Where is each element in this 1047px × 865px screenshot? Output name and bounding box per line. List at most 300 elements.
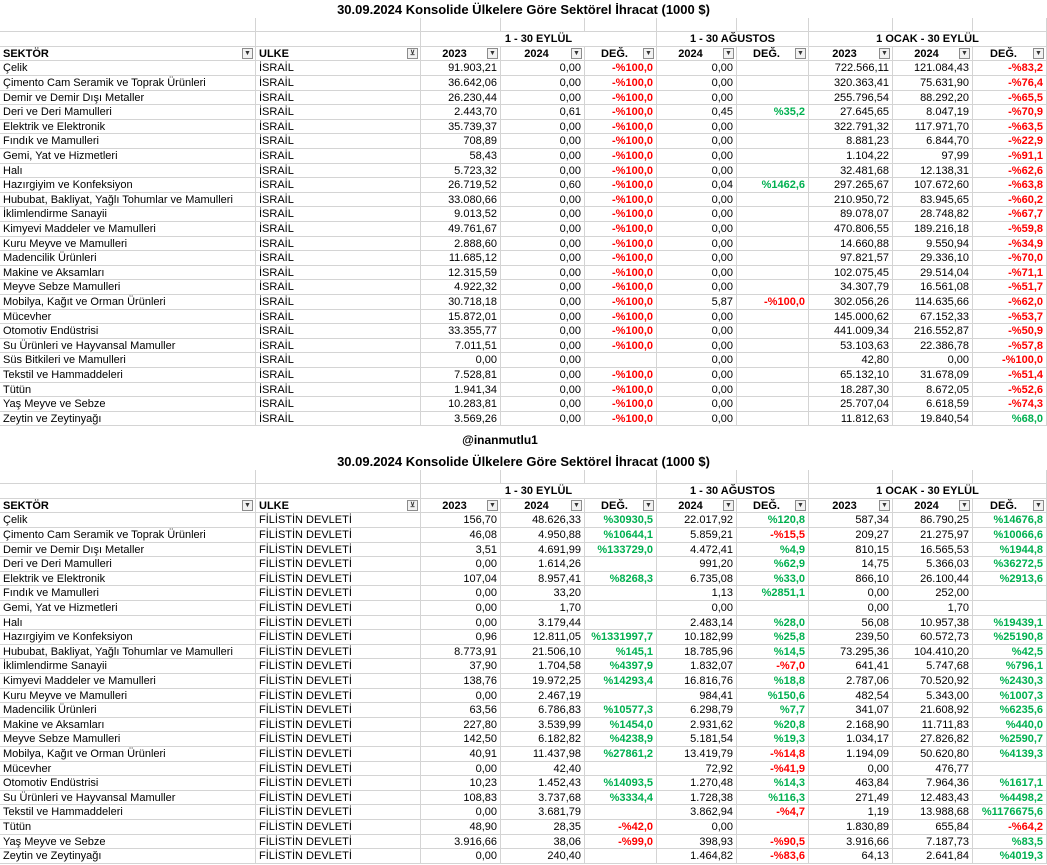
cell-y2024[interactable]: 4.691,99	[501, 543, 585, 558]
cell-sector[interactable]: Meyve Sebze Mamulleri	[0, 732, 256, 747]
cell-change[interactable]: -%100,0	[585, 237, 657, 252]
cell-ytd-change[interactable]: -%67,7	[973, 207, 1047, 222]
cell-sector[interactable]: Deri ve Deri Mamulleri	[0, 105, 256, 120]
empty-cell[interactable]	[585, 470, 657, 485]
cell-ytd-change[interactable]: -%52,6	[973, 383, 1047, 398]
cell-y2023[interactable]: 3,51	[421, 543, 501, 558]
cell-aug-change[interactable]: %14,5	[737, 645, 809, 660]
cell-y2024[interactable]: 240,40	[501, 849, 585, 864]
cell-ytd2024[interactable]: 0,00	[893, 353, 973, 368]
cell-ytd2024[interactable]: 216.552,87	[893, 324, 973, 339]
empty-cell[interactable]	[421, 18, 501, 33]
cell-y2023[interactable]: 0,96	[421, 630, 501, 645]
cell-y2024[interactable]: 0,00	[501, 280, 585, 295]
cell-ytd2024[interactable]: 29.336,10	[893, 251, 973, 266]
cell-sector[interactable]: Elektrik ve Elektronik	[0, 120, 256, 135]
cell-ytd2023[interactable]: 1,19	[809, 805, 893, 820]
cell-ytd2024[interactable]: 5.366,03	[893, 557, 973, 572]
cell-change[interactable]	[585, 849, 657, 864]
cell-aug2024[interactable]: 0,00	[657, 207, 737, 222]
cell-change[interactable]: -%100,0	[585, 251, 657, 266]
cell-aug-change[interactable]	[737, 222, 809, 237]
cell-y2024[interactable]: 0,00	[501, 324, 585, 339]
cell-ytd2023[interactable]: 3.916,66	[809, 835, 893, 850]
cell-ytd2023[interactable]: 255.796,54	[809, 91, 893, 106]
cell-y2024[interactable]: 0,00	[501, 412, 585, 427]
cell-aug-change[interactable]	[737, 310, 809, 325]
cell-y2024[interactable]: 0,00	[501, 149, 585, 164]
cell-ytd2024[interactable]: 121.084,43	[893, 61, 973, 76]
cell-sector[interactable]: Elektrik ve Elektronik	[0, 572, 256, 587]
cell-y2024[interactable]: 8.957,41	[501, 572, 585, 587]
cell-sector[interactable]: Kuru Meyve ve Mamulleri	[0, 689, 256, 704]
cell-country[interactable]: İSRAİL	[256, 207, 421, 222]
cell-y2023[interactable]: 58,43	[421, 149, 501, 164]
cell-y2024[interactable]: 0,00	[501, 91, 585, 106]
cell-country[interactable]: FİLİSTİN DEVLETİ	[256, 586, 421, 601]
cell-ytd2023[interactable]: 302.056,26	[809, 295, 893, 310]
cell-sector[interactable]: Gemi, Yat ve Hizmetleri	[0, 149, 256, 164]
cell-ytd-change[interactable]: %6235,6	[973, 703, 1047, 718]
cell-ytd2024[interactable]: 476,77	[893, 762, 973, 777]
cell-aug2024[interactable]: 22.017,92	[657, 513, 737, 528]
cell-ytd2024[interactable]: 10.957,38	[893, 616, 973, 631]
empty-cell[interactable]	[973, 18, 1047, 33]
cell-aug2024[interactable]: 0,00	[657, 61, 737, 76]
cell-sector[interactable]: Makine ve Aksamları	[0, 718, 256, 733]
cell-aug-change[interactable]	[737, 368, 809, 383]
cell-country[interactable]: FİLİSTİN DEVLETİ	[256, 703, 421, 718]
cell-ytd-change[interactable]: -%100,0	[973, 353, 1047, 368]
cell-aug-change[interactable]: %33,0	[737, 572, 809, 587]
cell-ytd-change[interactable]: -%91,1	[973, 149, 1047, 164]
cell-y2023[interactable]: 0,00	[421, 616, 501, 631]
cell-aug2024[interactable]: 984,41	[657, 689, 737, 704]
filter-dropdown-icon[interactable]: ▼	[959, 500, 970, 511]
cell-sector[interactable]: Hububat, Bakliyat, Yağlı Tohumlar ve Mamulleri	[0, 193, 256, 208]
cell-change[interactable]: -%99,0	[585, 835, 657, 850]
cell-aug-change[interactable]: -%7,0	[737, 659, 809, 674]
cell-aug-change[interactable]: %1462,6	[737, 178, 809, 193]
cell-ytd2023[interactable]: 14.660,88	[809, 237, 893, 252]
cell-sector[interactable]: Çimento Cam Seramik ve Toprak Ürünleri	[0, 76, 256, 91]
cell-aug2024[interactable]: 10.182,99	[657, 630, 737, 645]
cell-ytd-change[interactable]: %2913,6	[973, 572, 1047, 587]
cell-change[interactable]: -%100,0	[585, 134, 657, 149]
cell-change[interactable]: -%100,0	[585, 295, 657, 310]
cell-country[interactable]: İSRAİL	[256, 383, 421, 398]
cell-country[interactable]: FİLİSTİN DEVLETİ	[256, 689, 421, 704]
filter-dropdown-icon[interactable]: ▼	[959, 48, 970, 59]
cell-ytd2023[interactable]: 56,08	[809, 616, 893, 631]
cell-sector[interactable]: Yaş Meyve ve Sebze	[0, 397, 256, 412]
cell-ytd2024[interactable]: 16.565,53	[893, 543, 973, 558]
cell-country[interactable]: FİLİSTİN DEVLETİ	[256, 747, 421, 762]
cell-sector[interactable]: Zeytin ve Zeytinyağı	[0, 412, 256, 427]
cell-y2023[interactable]: 0,00	[421, 689, 501, 704]
cell-ytd2023[interactable]: 470.806,55	[809, 222, 893, 237]
cell-change[interactable]: %10577,3	[585, 703, 657, 718]
cell-aug2024[interactable]: 0,00	[657, 412, 737, 427]
cell-change[interactable]	[585, 762, 657, 777]
cell-ytd2023[interactable]: 53.103,63	[809, 339, 893, 354]
cell-sector[interactable]: Otomotiv Endüstrisi	[0, 324, 256, 339]
cell-y2023[interactable]: 708,89	[421, 134, 501, 149]
empty-cell[interactable]	[585, 18, 657, 33]
cell-y2023[interactable]: 26.719,52	[421, 178, 501, 193]
cell-country[interactable]: İSRAİL	[256, 61, 421, 76]
cell-ytd-change[interactable]: -%60,2	[973, 193, 1047, 208]
cell-sector[interactable]: Mücevher	[0, 762, 256, 777]
cell-change[interactable]: -%100,0	[585, 397, 657, 412]
cell-y2024[interactable]: 1.704,58	[501, 659, 585, 674]
cell-y2023[interactable]: 107,04	[421, 572, 501, 587]
cell-aug-change[interactable]	[737, 412, 809, 427]
filter-dropdown-icon[interactable]: ▼	[643, 48, 654, 59]
filter-dropdown-icon[interactable]: ▼	[487, 48, 498, 59]
filter-dropdown-icon[interactable]: ▼	[571, 48, 582, 59]
cell-country[interactable]: İSRAİL	[256, 368, 421, 383]
cell-ytd2023[interactable]: 11.812,63	[809, 412, 893, 427]
cell-aug-change[interactable]	[737, 193, 809, 208]
cell-change[interactable]	[585, 805, 657, 820]
cell-y2023[interactable]: 26.230,44	[421, 91, 501, 106]
cell-y2023[interactable]: 37,90	[421, 659, 501, 674]
cell-country[interactable]: İSRAİL	[256, 397, 421, 412]
cell-ytd2023[interactable]: 1.194,09	[809, 747, 893, 762]
cell-aug2024[interactable]: 0,00	[657, 353, 737, 368]
cell-y2023[interactable]: 142,50	[421, 732, 501, 747]
cell-y2023[interactable]: 91.903,21	[421, 61, 501, 76]
cell-aug2024[interactable]: 0,00	[657, 164, 737, 179]
cell-ytd2023[interactable]: 34.307,79	[809, 280, 893, 295]
cell-aug2024[interactable]: 991,20	[657, 557, 737, 572]
cell-sector[interactable]: Mücevher	[0, 310, 256, 325]
cell-aug-change[interactable]	[737, 164, 809, 179]
cell-ytd-change[interactable]: -%62,6	[973, 164, 1047, 179]
cell-country[interactable]: FİLİSTİN DEVLETİ	[256, 718, 421, 733]
cell-aug-change[interactable]	[737, 820, 809, 835]
cell-ytd2024[interactable]: 75.631,90	[893, 76, 973, 91]
cell-ytd2023[interactable]: 73.295,36	[809, 645, 893, 660]
cell-change[interactable]: %8268,3	[585, 572, 657, 587]
cell-ytd-change[interactable]: %4498,2	[973, 791, 1047, 806]
cell-country[interactable]: İSRAİL	[256, 324, 421, 339]
cell-ytd2023[interactable]: 27.645,65	[809, 105, 893, 120]
cell-ytd2023[interactable]: 2.787,06	[809, 674, 893, 689]
cell-y2023[interactable]: 33.355,77	[421, 324, 501, 339]
cell-aug2024[interactable]: 0,45	[657, 105, 737, 120]
empty-cell[interactable]	[657, 18, 737, 33]
cell-y2023[interactable]: 138,76	[421, 674, 501, 689]
cell-y2023[interactable]: 5.723,32	[421, 164, 501, 179]
cell-sector[interactable]: Demir ve Demir Dışı Metaller	[0, 91, 256, 106]
cell-sector[interactable]: Makine ve Aksamları	[0, 266, 256, 281]
cell-change[interactable]: %1454,0	[585, 718, 657, 733]
cell-sector[interactable]: Kimyevi Maddeler ve Mamulleri	[0, 222, 256, 237]
cell-change[interactable]	[585, 353, 657, 368]
cell-aug-change[interactable]	[737, 339, 809, 354]
cell-y2023[interactable]: 3.916,66	[421, 835, 501, 850]
cell-aug2024[interactable]: 3.862,94	[657, 805, 737, 820]
cell-y2023[interactable]: 1.941,34	[421, 383, 501, 398]
cell-country[interactable]: FİLİSTİN DEVLETİ	[256, 513, 421, 528]
cell-aug2024[interactable]: 1.832,07	[657, 659, 737, 674]
cell-aug-change[interactable]: %2851,1	[737, 586, 809, 601]
cell-ytd-change[interactable]: -%51,7	[973, 280, 1047, 295]
cell-y2024[interactable]: 33,20	[501, 586, 585, 601]
cell-ytd2023[interactable]: 482,54	[809, 689, 893, 704]
cell-ytd2023[interactable]: 145.000,62	[809, 310, 893, 325]
cell-ytd2024[interactable]: 2.641,84	[893, 849, 973, 864]
cell-ytd2023[interactable]: 810,15	[809, 543, 893, 558]
cell-ytd-change[interactable]: %2430,3	[973, 674, 1047, 689]
cell-aug2024[interactable]: 0,00	[657, 76, 737, 91]
cell-ytd2023[interactable]: 587,34	[809, 513, 893, 528]
cell-ytd2024[interactable]: 26.100,44	[893, 572, 973, 587]
cell-aug-change[interactable]	[737, 149, 809, 164]
cell-y2024[interactable]: 48.626,33	[501, 513, 585, 528]
cell-country[interactable]: İSRAİL	[256, 222, 421, 237]
cell-ytd2024[interactable]: 107.672,60	[893, 178, 973, 193]
cell-ytd2024[interactable]: 12.138,31	[893, 164, 973, 179]
cell-aug-change[interactable]: -%41,9	[737, 762, 809, 777]
cell-country[interactable]: İSRAİL	[256, 164, 421, 179]
cell-ytd-change[interactable]: -%63,8	[973, 178, 1047, 193]
cell-y2023[interactable]: 7.528,81	[421, 368, 501, 383]
cell-country[interactable]: İSRAİL	[256, 134, 421, 149]
cell-ytd-change[interactable]: -%22,9	[973, 134, 1047, 149]
cell-aug-change[interactable]	[737, 601, 809, 616]
cell-country[interactable]: FİLİSTİN DEVLETİ	[256, 776, 421, 791]
cell-ytd-change[interactable]: -%50,9	[973, 324, 1047, 339]
cell-sector[interactable]: Hububat, Bakliyat, Yağlı Tohumlar ve Mamulleri	[0, 645, 256, 660]
filter-active-icon[interactable]: ⊻	[407, 500, 418, 511]
cell-sector[interactable]: Süs Bitkileri ve Mamulleri	[0, 353, 256, 368]
cell-country[interactable]: FİLİSTİN DEVLETİ	[256, 674, 421, 689]
empty-cell[interactable]	[893, 18, 973, 33]
cell-aug-change[interactable]: %14,3	[737, 776, 809, 791]
filter-dropdown-icon[interactable]: ▼	[643, 500, 654, 511]
cell-country[interactable]: İSRAİL	[256, 120, 421, 135]
cell-change[interactable]: -%100,0	[585, 280, 657, 295]
cell-sector[interactable]: Madencilik Ürünleri	[0, 251, 256, 266]
cell-ytd2023[interactable]: 322.791,32	[809, 120, 893, 135]
cell-ytd2023[interactable]: 210.950,72	[809, 193, 893, 208]
cell-ytd2023[interactable]: 271,49	[809, 791, 893, 806]
cell-aug2024[interactable]: 0,00	[657, 310, 737, 325]
cell-sector[interactable]: Zeytin ve Zeytinyağı	[0, 849, 256, 864]
cell-country[interactable]: FİLİSTİN DEVLETİ	[256, 791, 421, 806]
cell-aug2024[interactable]: 0,00	[657, 134, 737, 149]
cell-sector[interactable]: Tütün	[0, 820, 256, 835]
cell-ytd2024[interactable]: 21.275,97	[893, 528, 973, 543]
cell-y2024[interactable]: 6.786,83	[501, 703, 585, 718]
cell-aug-change[interactable]	[737, 397, 809, 412]
cell-y2024[interactable]: 3.737,68	[501, 791, 585, 806]
cell-y2024[interactable]: 12.811,05	[501, 630, 585, 645]
cell-aug2024[interactable]: 0,00	[657, 324, 737, 339]
cell-change[interactable]: %27861,2	[585, 747, 657, 762]
cell-y2024[interactable]: 3.539,99	[501, 718, 585, 733]
cell-ytd2023[interactable]: 8.881,23	[809, 134, 893, 149]
cell-ytd2023[interactable]: 64,13	[809, 849, 893, 864]
cell-aug-change[interactable]: -%4,7	[737, 805, 809, 820]
cell-y2024[interactable]: 0,00	[501, 397, 585, 412]
cell-ytd2024[interactable]: 252,00	[893, 586, 973, 601]
cell-ytd2024[interactable]: 28.748,82	[893, 207, 973, 222]
cell-ytd2024[interactable]: 60.572,73	[893, 630, 973, 645]
cell-ytd-change[interactable]: %25190,8	[973, 630, 1047, 645]
filter-dropdown-icon[interactable]: ▼	[571, 500, 582, 511]
cell-aug2024[interactable]: 5,87	[657, 295, 737, 310]
cell-y2023[interactable]: 30.718,18	[421, 295, 501, 310]
filter-dropdown-icon[interactable]: ▼	[879, 500, 890, 511]
cell-change[interactable]: %133729,0	[585, 543, 657, 558]
cell-ytd2024[interactable]: 86.790,25	[893, 513, 973, 528]
cell-aug2024[interactable]: 1.270,48	[657, 776, 737, 791]
cell-aug2024[interactable]: 0,00	[657, 266, 737, 281]
cell-ytd2023[interactable]: 65.132,10	[809, 368, 893, 383]
cell-aug-change[interactable]	[737, 61, 809, 76]
cell-ytd-change[interactable]: -%34,9	[973, 237, 1047, 252]
cell-ytd2024[interactable]: 11.711,83	[893, 718, 973, 733]
empty-cell[interactable]	[737, 470, 809, 485]
empty-cell[interactable]	[737, 18, 809, 33]
cell-country[interactable]: İSRAİL	[256, 76, 421, 91]
cell-aug2024[interactable]: 2.483,14	[657, 616, 737, 631]
cell-ytd-change[interactable]: %796,1	[973, 659, 1047, 674]
empty-cell[interactable]	[893, 470, 973, 485]
cell-y2023[interactable]: 46,08	[421, 528, 501, 543]
cell-sector[interactable]: Hazırgiyim ve Konfeksiyon	[0, 630, 256, 645]
cell-y2023[interactable]: 11.685,12	[421, 251, 501, 266]
cell-ytd-change[interactable]: %42,5	[973, 645, 1047, 660]
empty-cell[interactable]	[809, 470, 893, 485]
cell-aug2024[interactable]: 0,00	[657, 222, 737, 237]
empty-cell[interactable]	[501, 470, 585, 485]
cell-ytd2024[interactable]: 19.840,54	[893, 412, 973, 427]
filter-dropdown-icon[interactable]: ▼	[723, 48, 734, 59]
cell-ytd2023[interactable]: 441.009,34	[809, 324, 893, 339]
cell-sector[interactable]: Çimento Cam Seramik ve Toprak Ürünleri	[0, 528, 256, 543]
cell-change[interactable]: -%100,0	[585, 149, 657, 164]
cell-ytd-change[interactable]: %14676,8	[973, 513, 1047, 528]
cell-change[interactable]: %4397,9	[585, 659, 657, 674]
cell-y2024[interactable]: 0,00	[501, 134, 585, 149]
cell-y2024[interactable]: 0,00	[501, 164, 585, 179]
cell-country[interactable]: İSRAİL	[256, 310, 421, 325]
cell-aug-change[interactable]: %116,3	[737, 791, 809, 806]
cell-aug2024[interactable]: 0,00	[657, 820, 737, 835]
cell-ytd2024[interactable]: 27.826,82	[893, 732, 973, 747]
cell-y2023[interactable]: 0,00	[421, 805, 501, 820]
cell-sector[interactable]: Halı	[0, 616, 256, 631]
cell-ytd2024[interactable]: 70.520,92	[893, 674, 973, 689]
empty-cell[interactable]	[256, 32, 421, 47]
cell-aug2024[interactable]: 0,00	[657, 120, 737, 135]
cell-country[interactable]: İSRAİL	[256, 251, 421, 266]
cell-country[interactable]: FİLİSTİN DEVLETİ	[256, 630, 421, 645]
cell-y2023[interactable]: 0,00	[421, 601, 501, 616]
cell-y2024[interactable]: 0,00	[501, 207, 585, 222]
cell-y2023[interactable]: 10,23	[421, 776, 501, 791]
cell-ytd2023[interactable]: 722.566,11	[809, 61, 893, 76]
cell-sector[interactable]: Halı	[0, 164, 256, 179]
cell-y2023[interactable]: 0,00	[421, 849, 501, 864]
cell-ytd2024[interactable]: 13.988,68	[893, 805, 973, 820]
cell-sector[interactable]: Hazırgiyim ve Konfeksiyon	[0, 178, 256, 193]
cell-y2024[interactable]: 11.437,98	[501, 747, 585, 762]
cell-country[interactable]: İSRAİL	[256, 412, 421, 427]
cell-ytd2024[interactable]: 97,99	[893, 149, 973, 164]
cell-ytd2024[interactable]: 9.550,94	[893, 237, 973, 252]
cell-country[interactable]: FİLİSTİN DEVLETİ	[256, 557, 421, 572]
cell-y2024[interactable]: 0,00	[501, 368, 585, 383]
cell-y2024[interactable]: 0,60	[501, 178, 585, 193]
cell-aug2024[interactable]: 398,93	[657, 835, 737, 850]
cell-y2024[interactable]: 28,35	[501, 820, 585, 835]
cell-sector[interactable]: Tekstil ve Hammaddeleri	[0, 805, 256, 820]
cell-ytd-change[interactable]: -%62,0	[973, 295, 1047, 310]
cell-aug2024[interactable]: 1.464,82	[657, 849, 737, 864]
cell-change[interactable]	[585, 586, 657, 601]
cell-y2023[interactable]: 0,00	[421, 353, 501, 368]
cell-change[interactable]: %1331997,7	[585, 630, 657, 645]
cell-y2024[interactable]: 0,00	[501, 339, 585, 354]
cell-ytd2023[interactable]: 0,00	[809, 601, 893, 616]
cell-ytd2023[interactable]: 42,80	[809, 353, 893, 368]
cell-country[interactable]: FİLİSTİN DEVLETİ	[256, 645, 421, 660]
cell-ytd2023[interactable]: 239,50	[809, 630, 893, 645]
cell-aug2024[interactable]: 0,00	[657, 383, 737, 398]
filter-dropdown-icon[interactable]: ▼	[1033, 500, 1044, 511]
cell-aug2024[interactable]: 6.735,08	[657, 572, 737, 587]
cell-aug2024[interactable]: 0,00	[657, 280, 737, 295]
cell-ytd2023[interactable]: 89.078,07	[809, 207, 893, 222]
cell-y2024[interactable]: 21.506,10	[501, 645, 585, 660]
cell-aug-change[interactable]	[737, 120, 809, 135]
cell-aug-change[interactable]: %18,8	[737, 674, 809, 689]
cell-aug2024[interactable]: 6.298,79	[657, 703, 737, 718]
cell-aug-change[interactable]	[737, 207, 809, 222]
cell-change[interactable]: -%100,0	[585, 193, 657, 208]
cell-aug-change[interactable]	[737, 266, 809, 281]
cell-change[interactable]: %10644,1	[585, 528, 657, 543]
cell-y2023[interactable]: 7.011,51	[421, 339, 501, 354]
cell-country[interactable]: İSRAİL	[256, 91, 421, 106]
cell-aug-change[interactable]	[737, 383, 809, 398]
cell-y2024[interactable]: 0,00	[501, 120, 585, 135]
cell-ytd2024[interactable]: 104.410,20	[893, 645, 973, 660]
cell-ytd2023[interactable]: 2.168,90	[809, 718, 893, 733]
cell-sector[interactable]: Tütün	[0, 383, 256, 398]
cell-aug-change[interactable]: %4,9	[737, 543, 809, 558]
cell-change[interactable]: -%100,0	[585, 412, 657, 427]
cell-aug-change[interactable]: -%15,5	[737, 528, 809, 543]
cell-y2023[interactable]: 227,80	[421, 718, 501, 733]
empty-cell[interactable]	[421, 470, 501, 485]
cell-aug2024[interactable]: 16.816,76	[657, 674, 737, 689]
cell-aug2024[interactable]: 0,00	[657, 601, 737, 616]
cell-sector[interactable]: İklimlendirme Sanayii	[0, 659, 256, 674]
cell-aug-change[interactable]: %62,9	[737, 557, 809, 572]
cell-country[interactable]: FİLİSTİN DEVLETİ	[256, 572, 421, 587]
cell-country[interactable]: FİLİSTİN DEVLETİ	[256, 732, 421, 747]
cell-country[interactable]: İSRAİL	[256, 105, 421, 120]
cell-ytd2023[interactable]: 14,75	[809, 557, 893, 572]
cell-ytd2024[interactable]: 21.608,92	[893, 703, 973, 718]
